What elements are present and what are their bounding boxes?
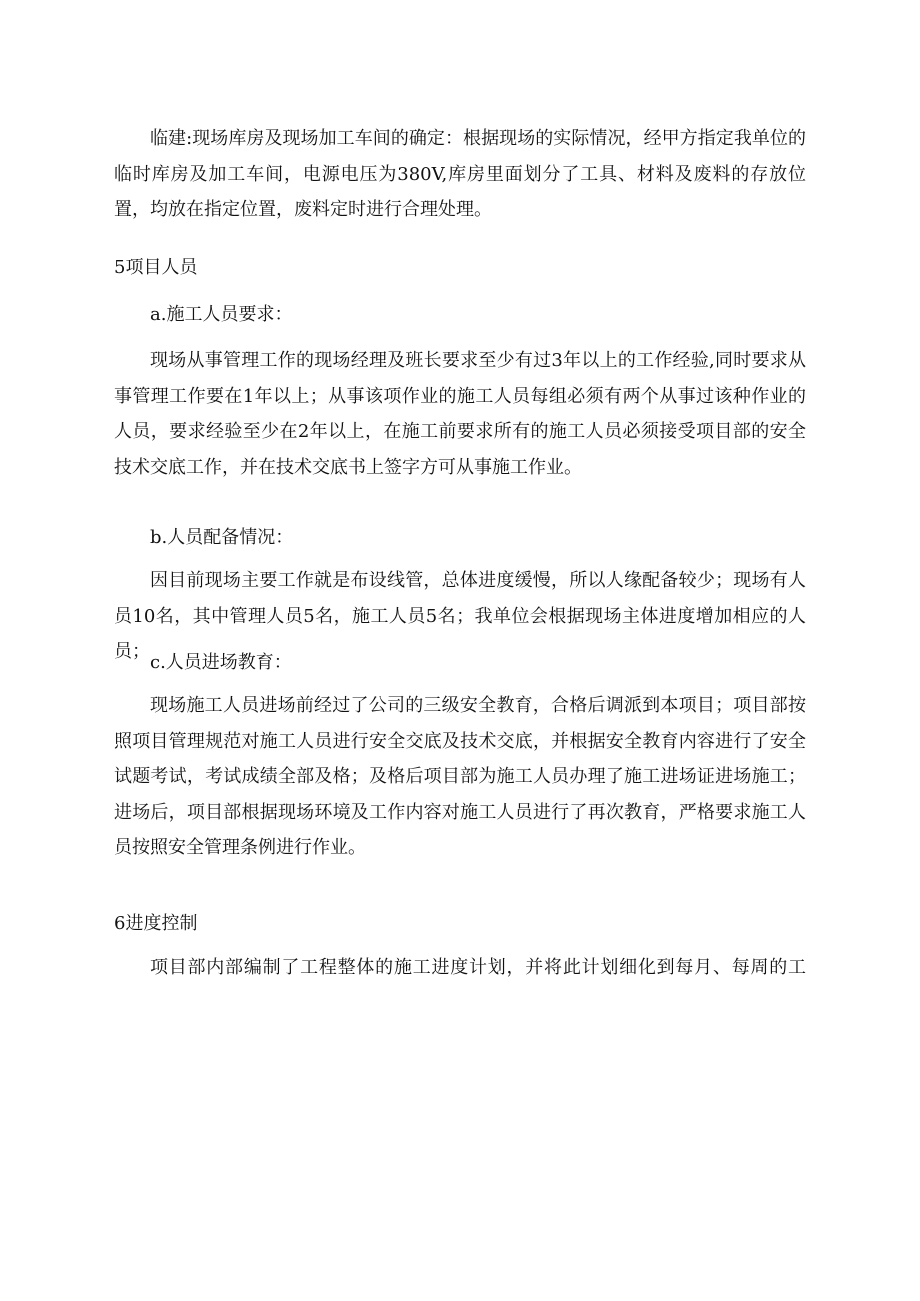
- section-5-heading: 5项目人员: [114, 257, 198, 278]
- subsection-a-heading: a.施工人员要求：: [150, 304, 293, 325]
- section-6-heading: 6进度控制: [114, 913, 198, 934]
- section-6-paragraph: 项目部内部编制了工程整体的施工进度计划，并将此计划细化到每月、每周的工: [150, 957, 806, 978]
- subsection-b-heading: b.人员配备情况：: [150, 527, 294, 548]
- subsection-c-paragraph: 现场施工人员进场前经过了公司的三级安全教育，合格后调派到本项目；项目部按照项目管理规范对施工人员进行安全交底及技术交底，并根据安全教育内容进行了安全试题考试，考试成绩全部及格；及格后项目部为施工人员办理了施工进场证进场施工；进场后，项目部根据现场环境及工作内容对施工人员进行了再次教育，严格要求施工人员按照安全管理条例进行作业。: [114, 695, 806, 858]
- temp-construction-paragraph: 临建:现场库房及现场加工车间的确定：根据现场的实际情况，经甲方指定我单位的临时库房及加工车间，电源电压为380V,库房里面划分了工具、材料及废料的存放位置，均放在指定位置，废料定时进行合理处理。: [114, 128, 806, 220]
- subsection-b-paragraph: 因目前现场主要工作就是布设线管，总体进度缓慢，所以人缘配备较少；现场有人员10名，其中管理人员5名，施工人员5名；我单位会根据现场主体进度增加相应的人员；: [114, 570, 806, 662]
- subsection-c-heading: c.人员进场教育：: [150, 652, 292, 673]
- subsection-a-paragraph: 现场从事管理工作的现场经理及班长要求至少有过3年以上的工作经验,同时要求从事管理工作要在1年以上；从事该项作业的施工人员每组必须有两个从事过该种作业的人员，要求经验至少在2年以上，在施工前要求所有的施工人员必须接受项目部的安全技术交底工作，并在技术交底书上签字方可从事施工作业。: [114, 350, 806, 478]
